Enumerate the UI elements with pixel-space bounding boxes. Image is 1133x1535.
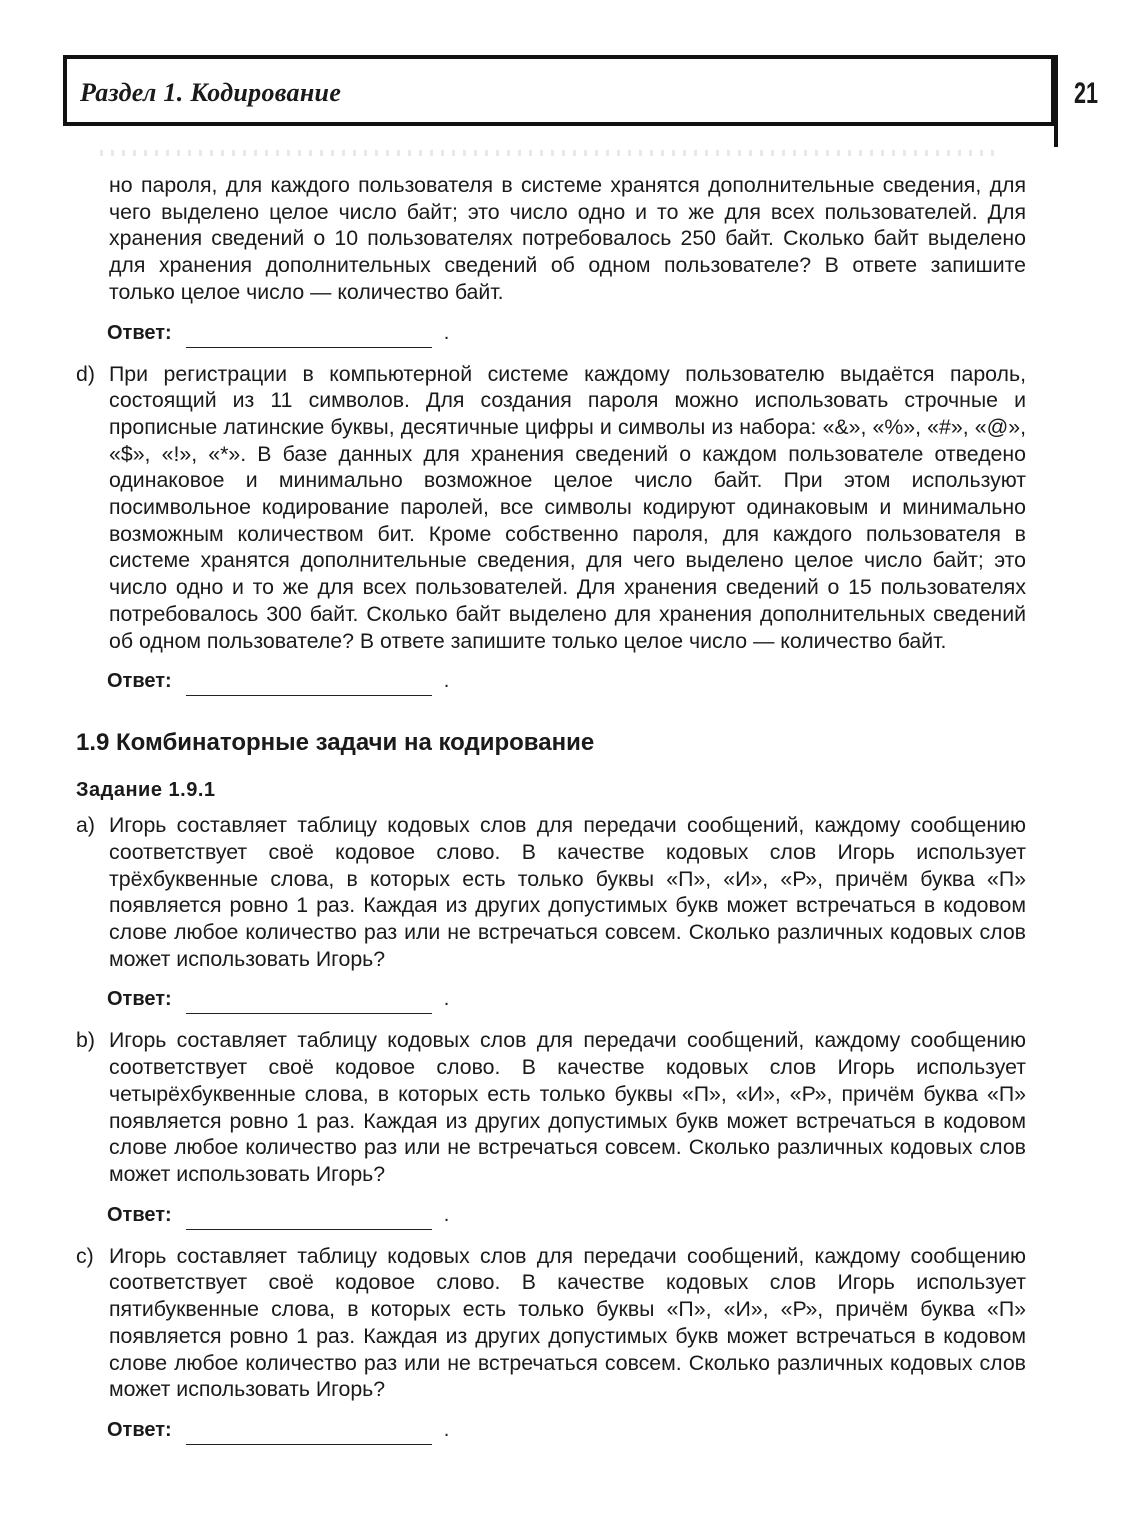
answer-label: Ответ: (107, 321, 172, 344)
scan-noise (100, 150, 1000, 156)
task-item-b (76, 1027, 1026, 1187)
item-label: b) (76, 1028, 95, 1053)
answer-d (107, 666, 1026, 696)
page-content (76, 172, 1026, 1458)
answer-dot: . (443, 1203, 450, 1226)
answer-label: Ответ: (107, 988, 172, 1011)
header-tick (1054, 55, 1058, 147)
answer-dot: . (443, 670, 450, 693)
item-text: Игорь составляет таблицу кодовых слов для передачи сообщений, каждому сообщению соответствует своё кодовое слово. В качестве кодовых слов Игорь использует четырёхбуквенные слова, в которых есть только буквы «П», «И», «Р», причём буква «П» появляется ровно 1 раз. Каждая из других допустимых букв может встречаться в кодовом слове любое количество раз или не встречаться совсем. Сколько различных кодовых слов может использовать Игорь? (109, 1028, 1026, 1186)
answer-c (107, 318, 1026, 348)
answer-blank[interactable] (186, 991, 432, 1014)
answer-blank[interactable] (186, 1207, 432, 1230)
answer-label: Ответ: (107, 670, 172, 693)
answer-dot: . (443, 988, 450, 1011)
running-header-title: Раздел 1. Кодирование (80, 78, 342, 107)
continued-paragraph: но пароля, для каждого пользователя в системе хранятся дополнительные сведения, для чего выделено целое число байт; это число одно и то же для всех пользователей. Для хранения сведений о 10 пользователях потребовалось 250 байт. Сколько байт выделено для хранения дополнительных сведений об одном пользователе? В ответе запишите только целое число — количество байт. (109, 173, 1026, 304)
page-number: 21 (1074, 77, 1099, 110)
item-label: a) (76, 813, 95, 838)
task-item-a (76, 812, 1026, 972)
item-text: Игорь составляет таблицу кодовых слов для передачи сообщений, каждому сообщению соответствует своё кодовое слово. В качестве кодовых слов Игорь использует трёхбуквенные слова, в которых есть только буквы «П», «И», «Р», причём буква «П» появляется ровно 1 раз. Каждая из других допустимых букв может встречаться в кодовом слове любое количество раз или не встречаться совсем. Сколько различных кодовых слов может использовать Игорь? (109, 813, 1026, 971)
answer-a (107, 984, 1026, 1014)
answer-dot: . (443, 321, 450, 344)
header-rule (63, 122, 1058, 126)
section-heading: 1.9 Комбинаторные задачи на кодирование (76, 729, 595, 757)
answer-blank[interactable] (186, 1422, 432, 1445)
item-text: При регистрации в компьютерной системе каждому пользователю выдаётся пароль, состоящий из 11 символов. Для создания пароля можно использовать строчные и прописные латинские буквы, десятичные цифры и символы из набора: «&», «%», «#», «@», «$», «!», «*». В базе данных для хранения сведений о каждом пользователе отведено одинаковое и минимально возможное целое число байт. При этом используют посимвольное кодирование паролей, все символы кодируют одинаковым и минимально возможным количеством бит. Кроме собственно пароля, для каждого пользователя в системе хранятся дополнительные сведения, для чего выделено целое число байт; это число одно и то же для всех пользователей. Для хранения сведений о 15 пользователях потребовалось 300 байт. Сколько байт выделено для хранения дополнительных сведений об одном пользователе? В ответе запишите только целое число — количество байт. (109, 361, 1026, 653)
task-item-d (76, 361, 1026, 655)
answer-label: Ответ: (107, 1418, 172, 1441)
item-text: Игорь составляет таблицу кодовых слов для передачи сообщений, каждому сообщению соответствует своё кодовое слово. В качестве кодовых слов Игорь использует пятибуквенные слова, в которых есть только буквы «П», «И», «Р», причём буква «П» появляется ровно 1 раз. Каждая из других допустимых букв может встречаться в кодовом слове любое количество раз или не встречаться совсем. Сколько различных кодовых слов может использовать Игорь? (109, 1243, 1026, 1402)
task-heading: Задание 1.9.1 (76, 779, 216, 802)
answer-label: Ответ: (107, 1203, 172, 1226)
answer-blank[interactable] (186, 325, 432, 348)
item-label: c) (76, 1243, 94, 1268)
task-item-c (76, 1243, 1026, 1403)
answer-dot: . (443, 1418, 450, 1441)
answer-c2 (107, 1415, 1026, 1445)
answer-b (107, 1200, 1026, 1230)
item-label: d) (76, 361, 95, 386)
answer-blank[interactable] (186, 673, 432, 696)
